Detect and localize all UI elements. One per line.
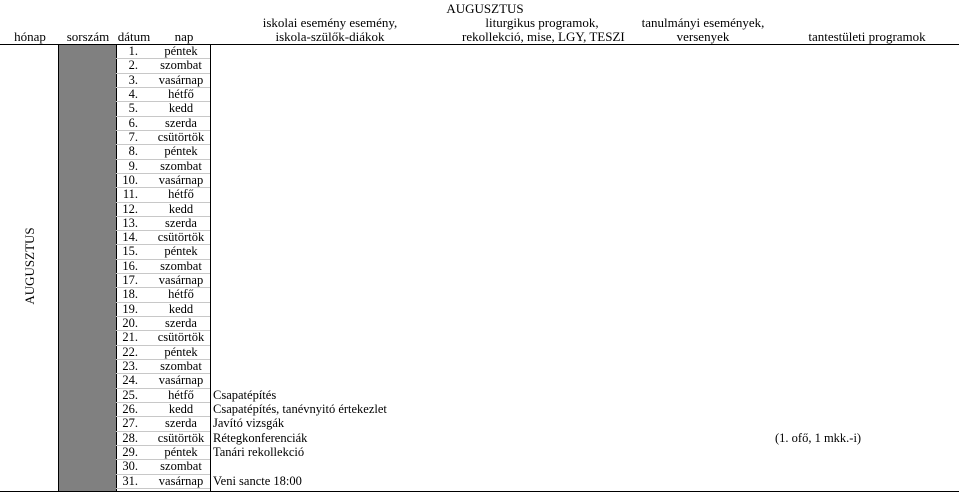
row-number: 30. xyxy=(122,459,138,474)
row-day: szombat xyxy=(160,459,202,474)
row-number: 11. xyxy=(122,187,138,202)
row-tantestuleti xyxy=(775,459,955,473)
row-day: hétfő xyxy=(168,86,194,101)
row-tantestuleti xyxy=(775,87,955,101)
row-day: kedd xyxy=(168,301,194,316)
row-iskolai xyxy=(213,73,533,87)
row-number: 17. xyxy=(122,273,138,288)
row-number: 1. xyxy=(128,44,138,58)
row-tantestuleti xyxy=(775,359,955,373)
row-day: szombat xyxy=(160,359,202,374)
row-day: péntek xyxy=(164,144,198,159)
row-tantestuleti xyxy=(775,159,955,173)
row-day: vasárnap xyxy=(158,172,204,187)
col-header-iskolai-line2: iskola-szülők-diákok xyxy=(275,29,385,44)
row-iskolai xyxy=(213,101,533,115)
row-day: szerda xyxy=(165,215,197,230)
row-number: 14. xyxy=(122,230,138,245)
row-number: 16. xyxy=(122,258,138,273)
row-iskolai xyxy=(213,130,533,144)
row-number: 15. xyxy=(122,244,138,259)
row-iskolai: Rétegkonferenciák xyxy=(213,430,308,445)
row-tantestuleti xyxy=(775,402,955,416)
row-day: szombat xyxy=(160,158,202,173)
sorszam-gray-strip xyxy=(58,44,116,492)
row-number: 24. xyxy=(122,373,138,388)
row-day: csütörtök xyxy=(157,330,205,345)
row-number: 6. xyxy=(128,115,138,130)
row-tantestuleti xyxy=(775,44,955,58)
row-tantestuleti xyxy=(775,58,955,72)
month-col-border xyxy=(58,44,59,492)
row-tantestuleti xyxy=(775,130,955,144)
row-day: csütörtök xyxy=(157,129,205,144)
row-tantestuleti xyxy=(775,116,955,130)
row-iskolai xyxy=(213,459,533,473)
row-tantestuleti xyxy=(775,259,955,273)
row-day: hétfő xyxy=(168,387,194,402)
col-header-datum: dátum xyxy=(117,29,151,44)
row-number: 10. xyxy=(122,172,138,187)
row-number: 25. xyxy=(122,387,138,402)
row-iskolai xyxy=(213,159,533,173)
row-number: 3. xyxy=(128,72,138,87)
row-tantestuleti xyxy=(775,244,955,258)
row-number: 21. xyxy=(122,330,138,345)
row-day: csütörtök xyxy=(157,430,205,445)
row-tantestuleti xyxy=(775,101,955,115)
row-iskolai: Csapatépítés, tanévnyitó értekezlet xyxy=(213,402,387,416)
row-tantestuleti: (1. ofő, 1 mkk.-i) xyxy=(775,430,862,445)
row-day: csütörtök xyxy=(157,230,205,245)
row-iskolai xyxy=(213,230,533,244)
row-iskolai: Javító vizsgák xyxy=(213,416,285,431)
row-tantestuleti xyxy=(775,416,955,430)
row-number: 8. xyxy=(128,144,138,159)
row-tantestuleti xyxy=(775,345,955,359)
row-day: vasárnap xyxy=(158,373,204,388)
row-iskolai xyxy=(213,330,533,344)
row-day: péntek xyxy=(164,444,198,459)
row-iskolai xyxy=(213,202,533,216)
row-iskolai xyxy=(213,187,533,201)
row-tantestuleti xyxy=(775,230,955,244)
day-col-border xyxy=(210,44,211,492)
row-number: 12. xyxy=(122,201,138,216)
row-tantestuleti xyxy=(775,216,955,230)
col-header-sorszam: sorszám xyxy=(66,29,110,44)
row-day: kedd xyxy=(168,402,194,416)
row-tantestuleti xyxy=(775,474,955,488)
row-iskolai xyxy=(213,87,533,101)
row-tantestuleti xyxy=(775,173,955,187)
row-day: szombat xyxy=(160,58,202,73)
row-iskolai xyxy=(213,116,533,130)
row-tantestuleti xyxy=(775,187,955,201)
row-number: 13. xyxy=(122,215,138,230)
row-tantestuleti xyxy=(775,144,955,158)
month-title: AUGUSZTUS xyxy=(446,1,524,16)
row-iskolai xyxy=(213,302,533,316)
row-day: péntek xyxy=(164,244,198,259)
row-day: kedd xyxy=(168,201,194,216)
col-header-liturgikus-line2: rekollekció, mise, LGY, TESZI xyxy=(462,29,625,44)
row-iskolai xyxy=(213,44,533,58)
row-iskolai: Tanári rekollekció xyxy=(213,444,305,459)
row-number: 9. xyxy=(128,158,138,173)
row-iskolai xyxy=(213,216,533,230)
row-number: 20. xyxy=(122,316,138,331)
col-header-tanulmanyi-line2: versenyek xyxy=(676,29,730,44)
row-number: 22. xyxy=(122,344,138,359)
row-tantestuleti xyxy=(775,316,955,330)
row-tantestuleti xyxy=(775,388,955,402)
row-number: 31. xyxy=(122,473,138,488)
row-iskolai: Csapatépítés xyxy=(213,387,277,402)
row-iskolai xyxy=(213,259,533,273)
row-number: 19. xyxy=(122,301,138,316)
row-iskolai xyxy=(213,345,533,359)
row-tantestuleti xyxy=(775,202,955,216)
row-iskolai xyxy=(213,244,533,258)
col-header-nap: nap xyxy=(174,29,194,44)
row-day: hétfő xyxy=(168,187,194,202)
row-day: vasárnap xyxy=(158,273,204,288)
row-iskolai xyxy=(213,287,533,301)
row-number: 2. xyxy=(128,58,138,73)
row-tantestuleti xyxy=(775,73,955,87)
row-day: szerda xyxy=(165,416,197,431)
row-tantestuleti xyxy=(775,373,955,387)
row-tantestuleti xyxy=(775,330,955,344)
row-iskolai xyxy=(213,173,533,187)
row-iskolai xyxy=(213,144,533,158)
col-header-iskolai-line1: iskolai esemény esemény, xyxy=(262,15,398,30)
row-number: 29. xyxy=(122,444,138,459)
row-number: 4. xyxy=(128,86,138,101)
row-day: hétfő xyxy=(168,287,194,302)
row-number: 18. xyxy=(122,287,138,302)
row-iskolai xyxy=(213,373,533,387)
row-iskolai xyxy=(213,58,533,72)
row-iskolai: Veni sancte 18:00 xyxy=(213,473,302,488)
row-day: péntek xyxy=(164,44,198,58)
col-header-liturgikus-line1: liturgikus programok, xyxy=(485,15,599,30)
row-tantestuleti xyxy=(775,273,955,287)
row-day: szombat xyxy=(160,258,202,273)
row-day: vasárnap xyxy=(158,473,204,488)
row-day: péntek xyxy=(164,344,198,359)
row-number: 28. xyxy=(122,430,138,445)
gray-col-border xyxy=(116,44,117,492)
row-iskolai xyxy=(213,316,533,330)
row-iskolai xyxy=(213,273,533,287)
row-number: 23. xyxy=(122,359,138,374)
col-header-tantestuleti: tantestületi programok xyxy=(808,29,926,44)
row-day: szerda xyxy=(165,316,197,331)
row-day: szerda xyxy=(165,115,197,130)
row-iskolai xyxy=(213,359,533,373)
row-tantestuleti xyxy=(775,445,955,459)
row-number: 26. xyxy=(122,402,138,416)
row-tantestuleti xyxy=(775,302,955,316)
row-separator xyxy=(116,488,210,489)
month-vertical-label: AUGUSZTUS xyxy=(22,227,37,305)
row-number: 5. xyxy=(128,101,138,116)
row-tantestuleti xyxy=(775,287,955,301)
col-header-honap: hónap xyxy=(14,29,46,44)
row-day: vasárnap xyxy=(158,72,204,87)
row-number: 27. xyxy=(122,416,138,431)
row-day: kedd xyxy=(168,101,194,116)
col-header-tanulmanyi-line1: tanulmányi események, xyxy=(641,15,765,30)
row-number: 7. xyxy=(128,129,138,144)
